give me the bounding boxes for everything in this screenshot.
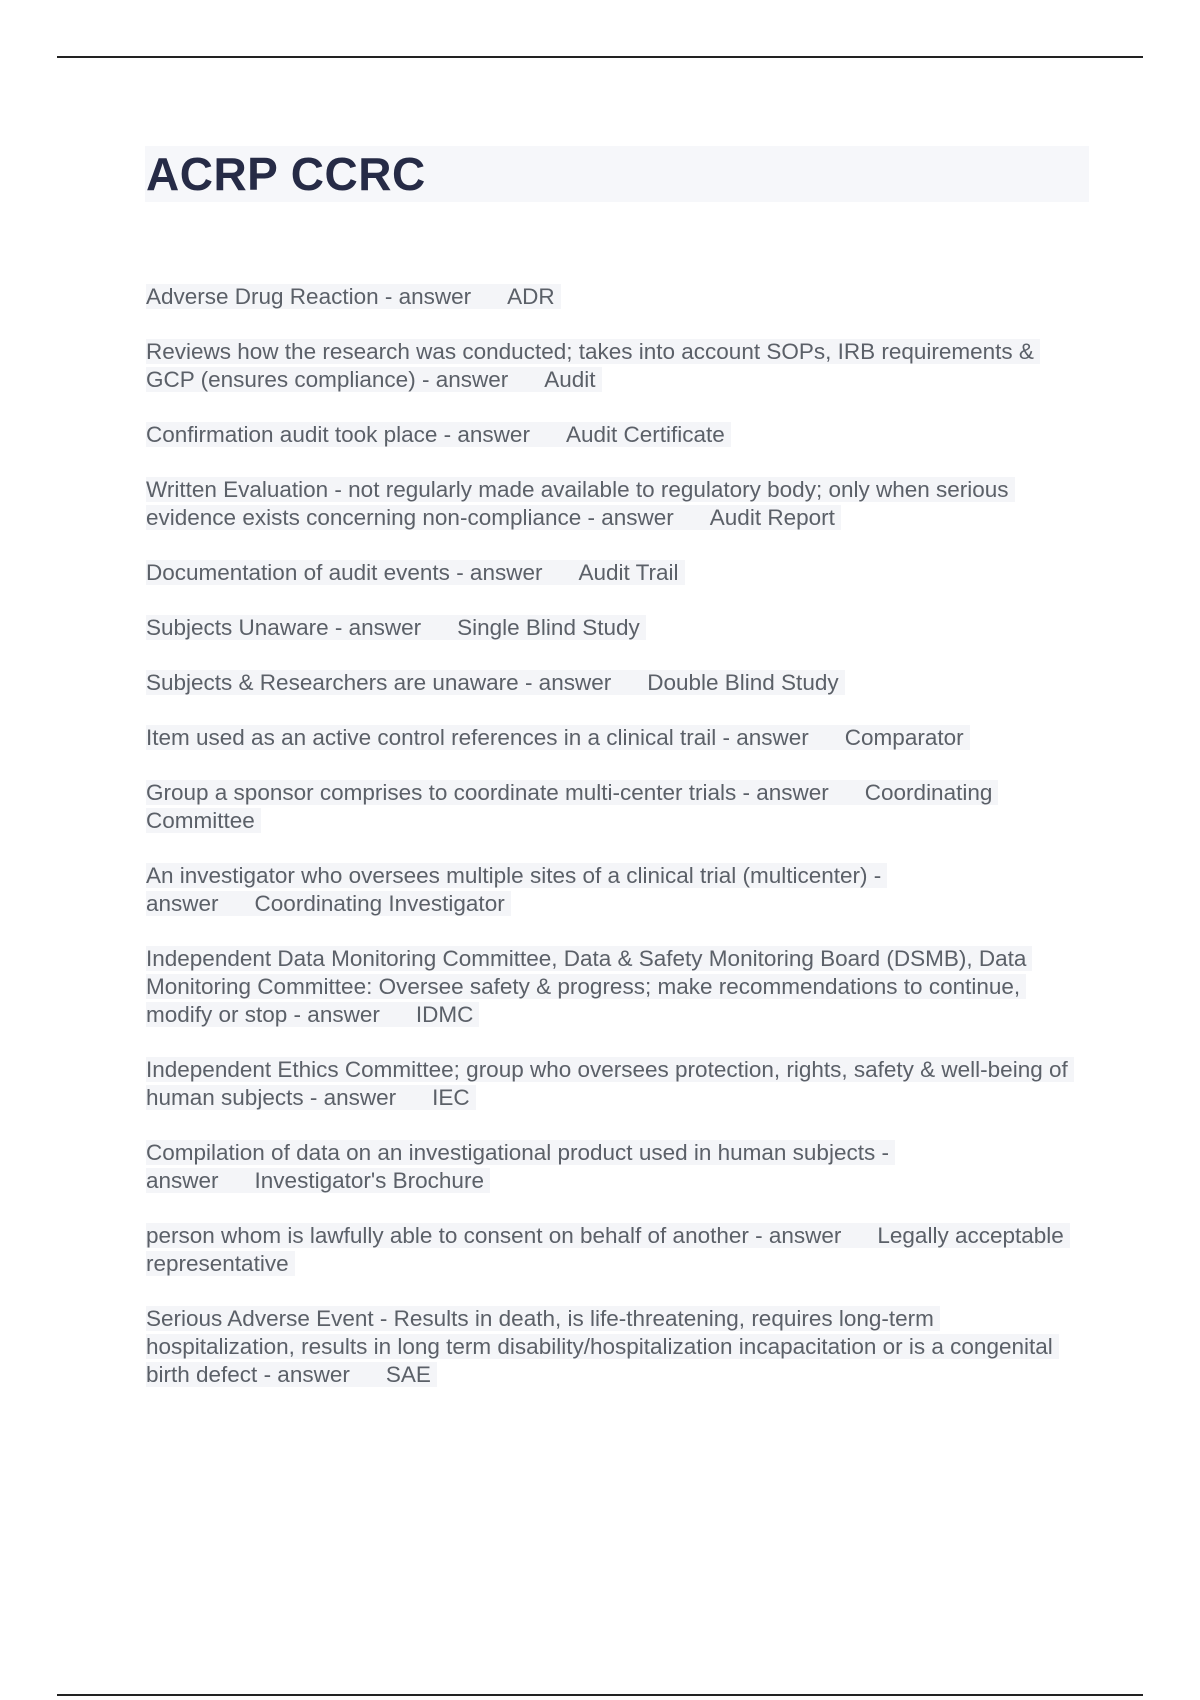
- entry-question: Subjects Unaware - answer: [146, 615, 422, 640]
- list-item: [146, 1056, 1081, 1112]
- list-item: [146, 1222, 1081, 1278]
- entry-answer: Investigator's Brochure: [254, 1168, 484, 1193]
- bottom-rule: [57, 1694, 1143, 1696]
- entry-question: Independent Data Monitoring Committee, Data & Safety Monitoring Board (DSMB), Data Monitoring Committee: Oversee safety & progress; make recommendations to continue, modify or stop - answer: [146, 946, 1027, 1027]
- entry-question: Adverse Drug Reaction - answer: [146, 284, 472, 309]
- entry-question: Compilation of data on an investigational product used in human subjects - answer: [146, 1140, 889, 1193]
- list-item: [146, 724, 1081, 752]
- entry-answer: Comparator: [844, 725, 964, 750]
- list-item: [146, 476, 1081, 532]
- list-item: [146, 338, 1081, 394]
- entry-question: person whom is lawfully able to consent on behalf of another - answer: [146, 1223, 842, 1248]
- entry-answer: SAE: [385, 1362, 431, 1387]
- entry-question: Confirmation audit took place - answer: [146, 422, 530, 447]
- entry-question: Serious Adverse Event - Results in death, is life-threatening, requires long-term hospitalization, results in long term disability/hospitalization incapacitation or is a congenital birth defect - answer: [146, 1306, 1053, 1387]
- page-title: ACRP CCRC: [146, 148, 426, 200]
- entry-answer: Coordinating Investigator: [254, 891, 505, 916]
- list-item: [146, 1139, 1081, 1195]
- top-rule: [57, 56, 1143, 58]
- entry-question: Independent Ethics Committee; group who oversees protection, rights, safety & well-being of human subjects - answer: [146, 1057, 1068, 1110]
- entry-question: Written Evaluation - not regularly made available to regulatory body; only when serious evidence exists concerning non-compliance - answer: [146, 477, 1009, 530]
- list-item: [146, 779, 1081, 835]
- entry-question: Item used as an active control references in a clinical trail - answer: [146, 725, 809, 750]
- entry-answer: IDMC: [415, 1002, 474, 1027]
- entry-answer: Audit Trail: [578, 560, 679, 585]
- entry-question: Group a sponsor comprises to coordinate multi-center trials - answer: [146, 780, 829, 805]
- list-item: [146, 862, 1081, 918]
- entry-question: Documentation of audit events - answer: [146, 560, 543, 585]
- list-item: [146, 283, 1081, 311]
- list-item: [146, 945, 1081, 1029]
- entry-question: Reviews how the research was conducted; takes into account SOPs, IRB requirements & GCP (ensures compliance) - answer: [146, 339, 1034, 392]
- entry-answer: Audit Certificate: [565, 422, 725, 447]
- entry-answer: Audit Report: [709, 505, 835, 530]
- list-item: [146, 669, 1081, 697]
- entry-answer: ADR: [507, 284, 555, 309]
- entry-question: An investigator who oversees multiple sites of a clinical trial (multicenter) - answer: [146, 863, 882, 916]
- entry-answer: Coordinating Committee: [146, 780, 993, 833]
- entry-answer: Single Blind Study: [457, 615, 640, 640]
- entry-answer: Audit: [544, 367, 596, 392]
- entry-answer: Double Blind Study: [647, 670, 839, 695]
- list-item: [146, 614, 1081, 642]
- entry-answer: IEC: [432, 1085, 470, 1110]
- entry-question: Subjects & Researchers are unaware - answer: [146, 670, 612, 695]
- list-item: [146, 421, 1081, 449]
- flashcard-list: [146, 283, 1081, 1416]
- list-item: [146, 1305, 1081, 1389]
- list-item: [146, 559, 1081, 587]
- entry-answer: Legally acceptable representative: [146, 1223, 1064, 1276]
